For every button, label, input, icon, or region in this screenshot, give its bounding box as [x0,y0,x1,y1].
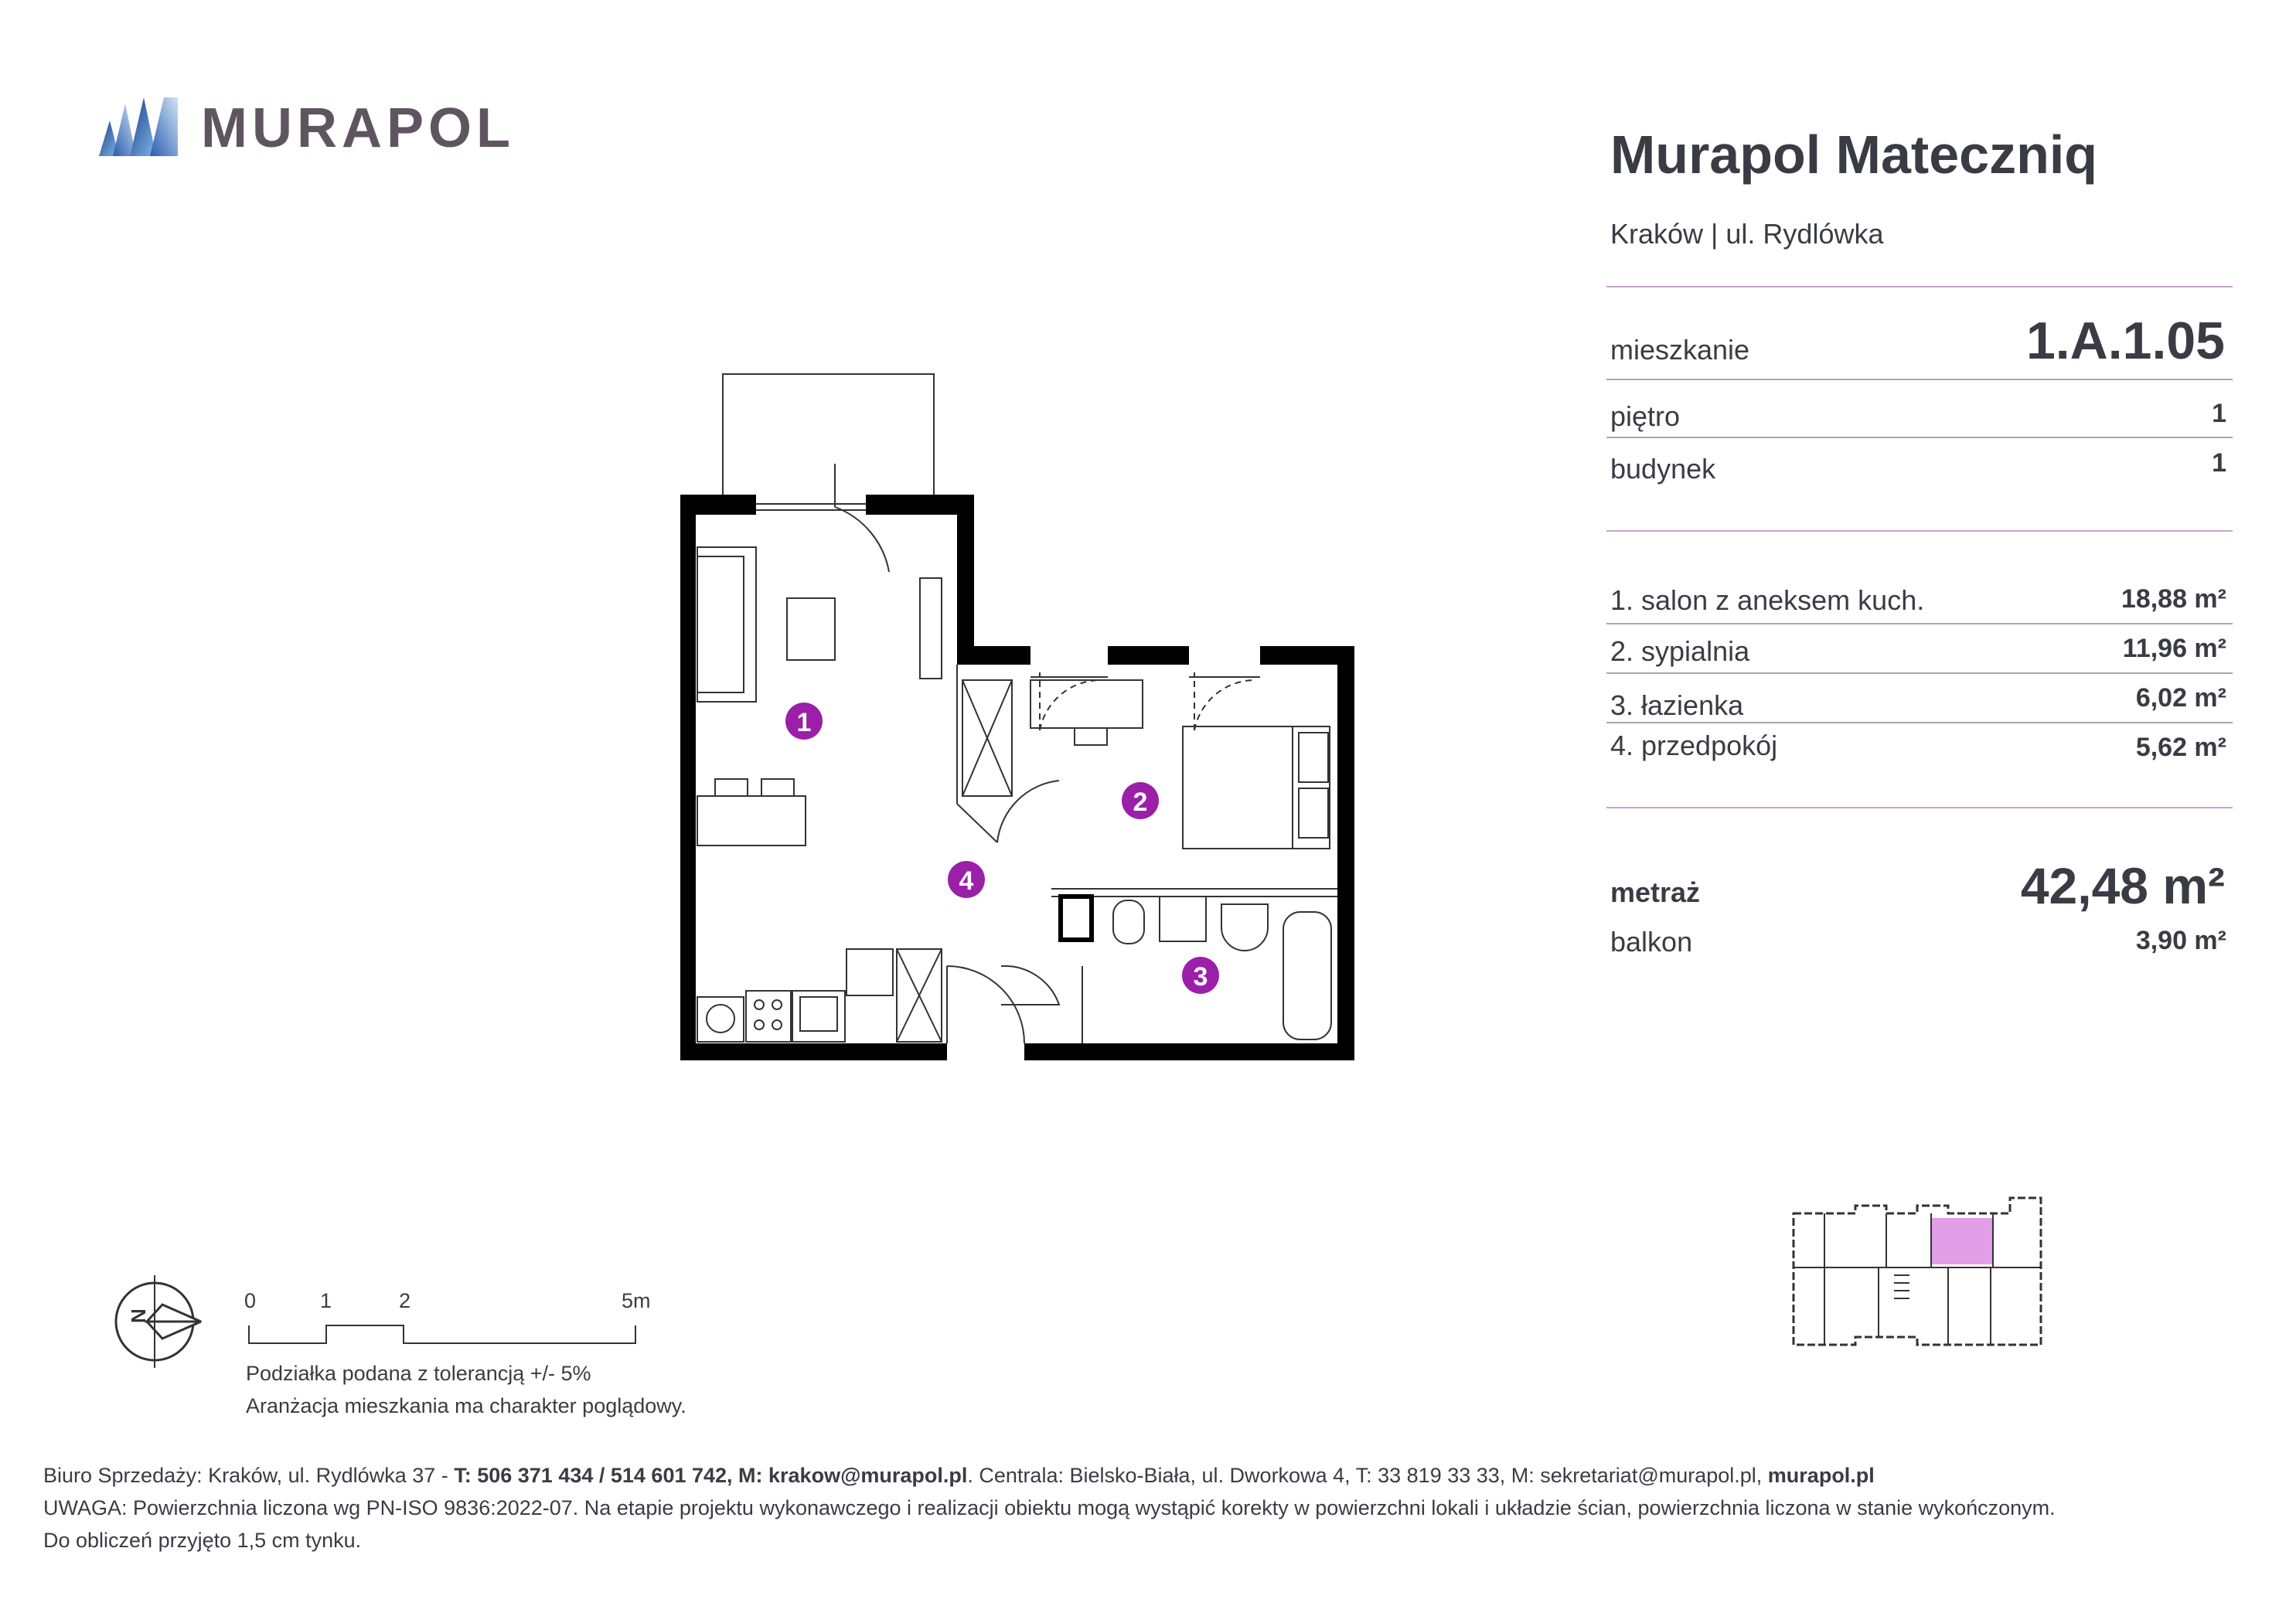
balcony-label: balkon [1610,926,1693,958]
scale-note: Podziałka podana z tolerancją +/- 5% [246,1362,591,1385]
room-markers [785,703,1219,994]
room-marker-label: 3 [1193,962,1208,992]
project-address: Kraków | ul. Rydlówka [1610,218,1884,250]
divider [1606,623,2233,624]
footer-contact [43,1464,1875,1488]
building-label: budynek [1610,453,1716,485]
scale-tick-label: 1 [320,1289,332,1312]
divider [1606,722,2233,723]
divider [1606,437,2233,438]
footer-disclaimer: UWAGA: Powierzchnia liczona wg PN-ISO 9836:2022-07. Na etapie projektu wykonawczego i realizacji obiektu mogą wystąpić korekty w powierzchni lokali i układzie ścian, powierzchnia liczona w stanie wykończonym. [43,1496,2056,1519]
floor-value: 1 [2212,399,2226,428]
room-name: 3. łazienka [1610,689,1744,721]
room-name: 1. salon z aneksem kuch. [1610,584,1925,616]
scale-tick-label: 0 [244,1289,257,1312]
floor-plan [665,363,1361,1074]
murapol-logo-icon [99,97,178,156]
room-area: 18,88 m² [2121,584,2226,614]
floor-label: piętro [1610,400,1681,432]
building-key-plan [1778,1190,2056,1360]
divider [1606,807,2233,808]
building-value: 1 [2212,448,2226,478]
room-marker-label: 2 [1133,788,1148,817]
room-area: 11,96 m² [2122,634,2226,663]
room-marker-label: 1 [796,708,812,737]
scale-bar [240,1283,673,1352]
divider [1606,672,2233,674]
footer-office: Biuro Sprzedaży: Kraków, ul. Rydlówka 37 - [43,1464,455,1487]
room-area: 5,62 m² [2135,733,2226,762]
apartment-number: 1.A.1.05 [2025,311,2225,370]
arrangement-note: Aranżacja mieszkania ma charakter poglądowy. [246,1394,686,1417]
room-marker-label: 4 [959,866,974,896]
compass-north-label: N [127,1308,150,1323]
project-title: Murapol Mateczniq [1610,124,2098,185]
balcony-value: 3,90 m² [2135,926,2226,955]
logo-wordmark: MURAPOL [201,97,515,159]
room-name: 2. sypialnia [1610,635,1750,667]
divider [1606,379,2233,380]
footer-headquarters: . Centrala: Bielsko-Biała, ul. Dworkowa 4, T: 33 819 33 33, M: sekretariat@murapol.pl, [967,1464,1768,1487]
footer-website-link[interactable]: murapol.pl [1767,1464,1875,1487]
footer-plaster-note: Do obliczeń przyjęto 1,5 cm tynku. [43,1529,362,1552]
compass-icon [108,1267,224,1383]
footer-phone-email[interactable]: T: 506 371 434 / 514 601 742, M: krakow@murapol.pl [454,1464,968,1487]
scale-tick-label: 5m [622,1289,651,1312]
murapol-logo [99,97,515,167]
scale-tick-label: 2 [399,1289,411,1312]
apartment-label: mieszkanie [1610,334,1750,366]
apartment-highlight [1931,1218,1993,1264]
balcony-outline [723,374,934,495]
room-name: 4. przedpokój [1610,730,1778,761]
total-area-value: 42,48 m² [2020,857,2225,914]
total-area-label: metraż [1610,876,1701,908]
divider [1606,286,2233,288]
divider [1606,530,2233,532]
room-area: 6,02 m² [2135,683,2226,713]
